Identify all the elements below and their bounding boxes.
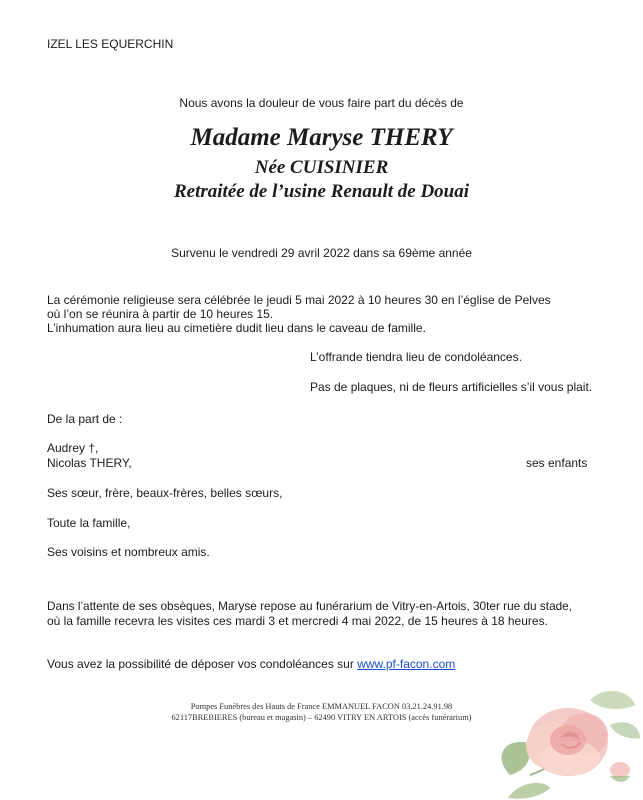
occupation: Retraitée de l’usine Renault de Douai — [173, 181, 470, 202]
no-plaques-note: Pas de plaques, ni de fleurs artificielles s’il vous plait. — [310, 380, 593, 394]
child-2: Nicolas THERY, — [47, 456, 132, 470]
footer-line-1: Pompes Funèbres des Hauts de France EMMANUEL FACON 03.21.24.91.98 — [190, 702, 453, 711]
funeral-home-line-2: où la famille recevra les visites ces mardi 3 et mercredi 4 mai 2022, de 15 heures à 18 heures. — [47, 614, 548, 628]
intro-text: Nous avons la douleur de vous faire part du décès de — [179, 96, 464, 110]
siblings-line: Ses sœur, frère, beaux-frères, belles sœurs, — [47, 486, 283, 500]
ceremony-line-2: où l’on se réunira à partir de 10 heures 15. — [47, 307, 274, 321]
ceremony-line-1: La cérémonie religieuse sera célébrée le jeudi 5 mai 2022 à 10 heures 30 en l’église de Pelves — [47, 293, 551, 307]
from-label: De la part de : — [47, 412, 123, 426]
maiden-name: Née CUISINIER — [254, 157, 389, 178]
all-family-line: Toute la famille, — [47, 516, 131, 530]
funeral-home-line-1: Dans l’attente de ses obsèques, Maryse repose au funérarium de Vitry-en-Artois, 30ter rue du stade, — [47, 599, 573, 613]
condolences-link[interactable]: www.pf-facon.com — [357, 657, 456, 671]
child-1: Audrey †, — [47, 441, 99, 455]
footer-line-2: 62117BREBIERES (bureau et magasin) – 62490 VITRY EN ARTOIS (accès funérarium) — [171, 713, 472, 722]
town-header: IZEL LES EQUERCHIN — [47, 37, 174, 51]
condolences-line — [47, 657, 455, 672]
condolences-text: Vous avez la possibilité de déposer vos condoléances sur — [47, 657, 354, 671]
passing-date: Survenu le vendredi 29 avril 2022 dans sa 69ème année — [171, 246, 472, 260]
deceased-name: Madame Maryse THERY — [190, 124, 453, 151]
offering-note: L’offrande tiendra lieu de condoléances. — [310, 350, 522, 364]
neighbors-line: Ses voisins et nombreux amis. — [47, 545, 210, 559]
pink-rose-icon — [490, 680, 643, 800]
children-role: ses enfants — [526, 456, 588, 470]
burial-line: L’inhumation aura lieu au cimetière dudit lieu dans le caveau de famille. — [47, 321, 426, 335]
